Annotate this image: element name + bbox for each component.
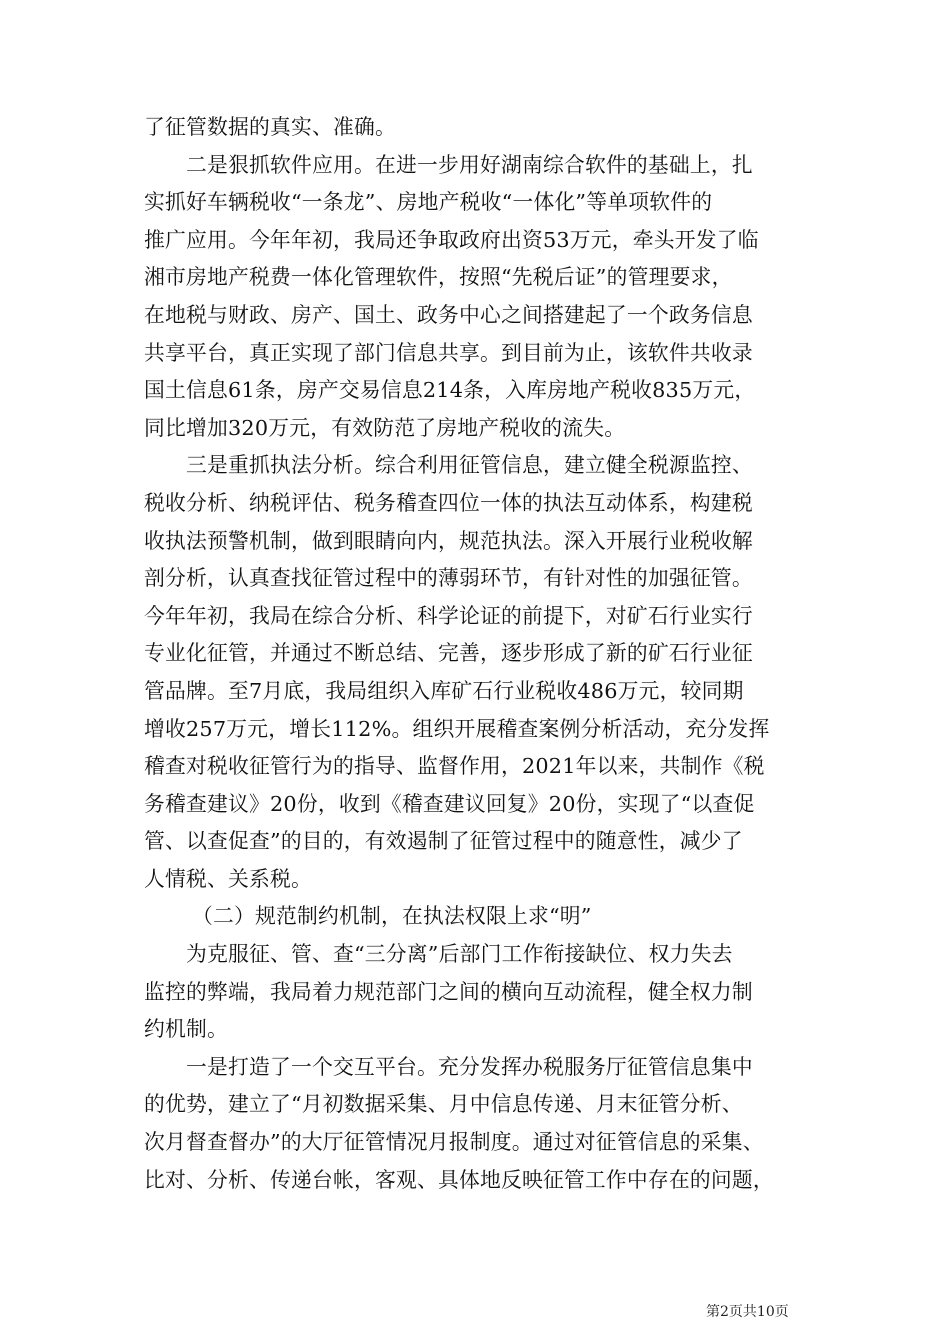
text-line: 比对、分析、传递台帐，客观、具体地反映征管工作中存在的问题，: [144, 1167, 774, 1192]
text-line: 实抓好车辆税收“一条龙”、房地产税收“一体化”等单项软件的: [144, 190, 713, 215]
text-line: 约机制。: [144, 1017, 228, 1042]
section-heading: （二）规范制约机制，在执法权限上求“明”: [192, 904, 592, 929]
text-line: 共享平台，真正实现了部门信息共享。到目前为止，该软件共收录: [144, 340, 753, 365]
text-line: 增收257万元，增长112%。组织开展稽查案例分析活动，充分发挥: [144, 716, 770, 741]
document-body: [144, 109, 808, 1199]
text-line: 国土信息61条，房产交易信息214条，入库房地产税收835万元，: [144, 378, 756, 403]
page-footer: 第2页共10页: [706, 1304, 789, 1320]
text-line: 三是重抓执法分析。综合利用征管信息，建立健全税源监控、: [186, 453, 753, 478]
text-line: 推广应用。今年年初，我局还争取政府出资53万元，牵头开发了临: [144, 227, 759, 252]
text-line: 二是狠抓软件应用。在进一步用好湖南综合软件的基础上，扎: [186, 152, 753, 177]
text-line: 同比增加320万元，有效防范了房地产税收的流失。: [144, 415, 626, 440]
text-line: 了征管数据的真实、准确。: [144, 115, 396, 139]
text-line: 专业化征管，并通过不断总结、完善，逐步形成了新的矿石行业征: [144, 641, 753, 666]
text-line: 的优势，建立了“月初数据采集、月中信息传递、月末征管分析、: [144, 1092, 743, 1117]
text-line: 税收分析、纳税评估、税务稽查四位一体的执法互动体系，构建税: [144, 490, 753, 515]
text-line: 为克服征、管、查“三分离”后部门工作衔接缺位、权力失去: [186, 942, 733, 967]
text-line: 剖分析，认真查找征管过程中的薄弱环节，有针对性的加强征管。: [144, 566, 753, 591]
text-line: 在地税与财政、房产、国土、政务中心之间搭建起了一个政务信息: [144, 302, 753, 327]
text-line: 今年年初，我局在综合分析、科学论证的前提下，对矿石行业实行: [144, 603, 753, 628]
text-line: 管、以查促查”的目的，有效遏制了征管过程中的随意性，减少了: [144, 829, 743, 854]
text-line: 监控的弊端，我局着力规范部门之间的横向互动流程，健全权力制: [144, 979, 753, 1004]
text-line: 次月督查督办”的大厅征管情况月报制度。通过对征管信息的采集、: [144, 1130, 764, 1155]
text-line: 务稽查建议》20份，收到《稽查建议回复》20份，实现了“以查促: [144, 791, 755, 816]
text-line: 稽查对税收征管行为的指导、监督作用，2021年以来，共制作《税: [144, 754, 765, 779]
text-line: 湘市房地产税费一体化管理软件，按照“先税后证”的管理要求，: [144, 265, 733, 290]
text-line: 管品牌。至7月底，我局组织入库矿石行业税收486万元，较同期: [144, 678, 744, 703]
text-line: 人情税、关系税。: [144, 866, 312, 891]
text-line: 一是打造了一个交互平台。充分发挥办税服务厅征管信息集中: [186, 1054, 753, 1079]
text-line: 收执法预警机制，做到眼睛向内，规范执法。深入开展行业税收解: [144, 528, 753, 553]
